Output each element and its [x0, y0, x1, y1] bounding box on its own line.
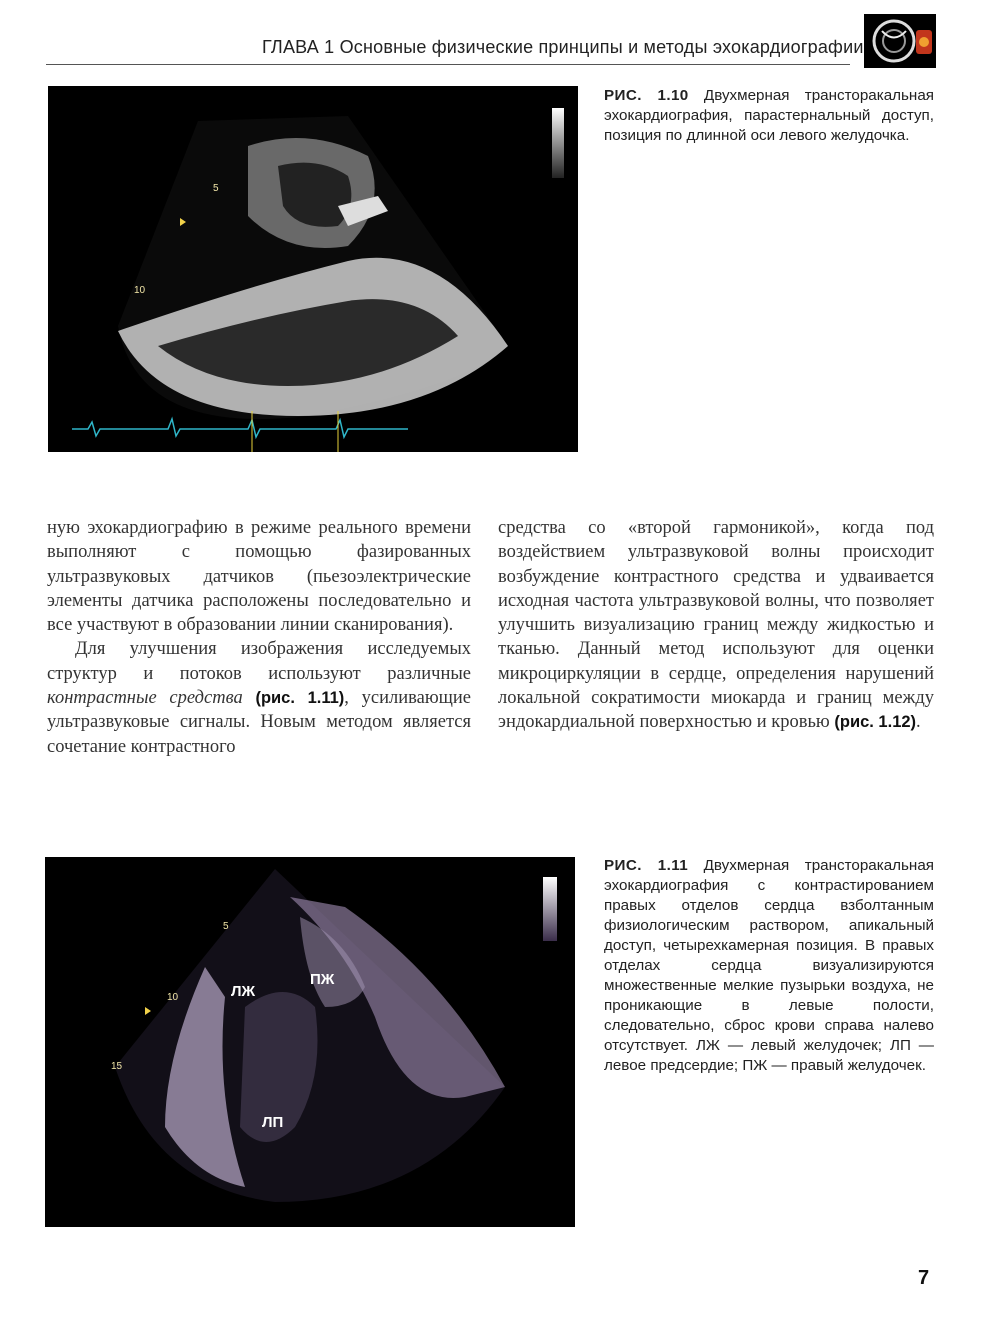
body-column-right: [498, 516, 934, 735]
label-la: ЛП: [262, 1114, 284, 1131]
depth-mark-5: 5: [213, 183, 219, 194]
chapter-header: ГЛАВА 1 Основные физические принципы и методы эхокардиографии: [262, 37, 864, 57]
caption-text: Двухмерная трансторакальная эхокардиография, парастернальный доступ, позиция по длинной оси левого желудочка.: [604, 87, 934, 144]
figure-1-11-caption: [604, 856, 934, 1076]
label-rv: ПЖ: [310, 971, 335, 988]
figure-1-10-caption: [604, 86, 934, 146]
depth-mark-10: 10: [167, 992, 179, 1003]
label-lv: ЛЖ: [231, 983, 256, 1000]
figure-1-11-echo-image: [45, 857, 575, 1227]
page-number: 7: [918, 1267, 930, 1289]
paragraph: Для улучшения изображения исследуемых структур и потоков используют различные контрастные средства (рис. 1.11), усиливающие ультразвуковые сигналы. Новым методом является сочетание контрастного: [47, 639, 472, 757]
figure-reference[interactable]: (рис. 1.12): [834, 713, 917, 732]
caption-text: Двухмерная трансторакальная эхокардиография с контрастированием правых отделов сердца взболтанным физиологическим раствором, апикальный доступ, четырехкамерная позиция. В правых отделах сердца визуализируются множественные мелкие пузырьки воздуха, не проникающие в левые полости, следовательно, сброс крови справа налево отсутствует. ЛЖ — левый желудочек; ЛП — левое предсердие; ПЖ — правый желудочек.: [604, 857, 934, 1074]
emphasis: контрастные средства: [47, 688, 243, 709]
depth-mark-5: 5: [223, 921, 229, 932]
depth-mark-15: 15: [111, 1061, 123, 1072]
paragraph: ную эхокардиографию в режиме реального времени выполняют с помощью фазированных ультразвуковых датчиков (пьезоэлектрические элементы датчика расположены последовательно и все участвуют в образовании линии сканирования).: [47, 518, 471, 636]
figure-number: РИС. 1.11: [604, 857, 689, 874]
body-column-left: [47, 516, 471, 759]
figure-number: РИС. 1.10: [604, 87, 689, 104]
figure-reference[interactable]: (рис. 1.11): [255, 689, 345, 708]
header-rule: [46, 64, 850, 65]
depth-mark-10: 10: [134, 285, 146, 296]
figure-1-10-echo-image: [48, 86, 578, 452]
heart-echo-icon: [864, 14, 936, 68]
paragraph: средства со «второй гармоникой», когда под воздействием ультразвуковой волны происходит возбуждение контрастного средства и удваивается исходная частота ультразвуковой волны, что позволяет улучшить визуализацию границ между жидкостью и тканью. Данный метод используют для оценки микроциркуляции в сердце, определения нарушений локальной сократимости миокарда и границ между эндокардиальной поверхностью и кровью (рис. 1.12).: [498, 518, 934, 733]
